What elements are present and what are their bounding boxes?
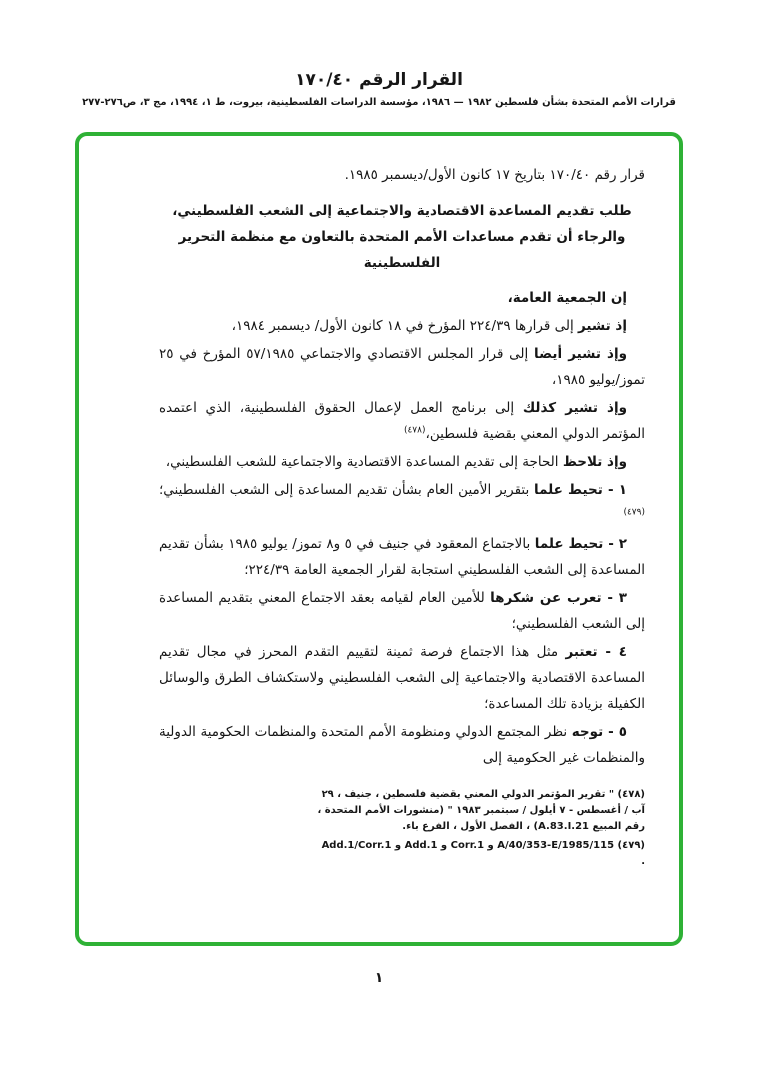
paragraph-lead: إذ تشير [578, 318, 627, 334]
paragraph-text: مثل هذا الاجتماع فرصة ثمينة لتقييم التقدم المحرز في مجال تقديم المساعدة الاقتصادية والاجتماعية إلى الشعب الفلسطيني ولاستكشاف الطرق والوسائل الكفيلة بزيادة تلك المساعدة؛ [159, 644, 645, 712]
resolution-box [75, 132, 683, 946]
paragraph-lead: وإذ تشير أيضا [534, 346, 627, 362]
source-citation-line: قرارات الأمم المتحدة بشأن فلسطين ١٩٨٢ — ١٩٨٦، مؤسسة الدراسات الفلسطينية، بيروت، ط ١، ١٩٩٤، مج ٣، ص٢٧٦-٢٧٧ [82, 97, 676, 108]
page-number: ١ [374, 970, 384, 986]
footnote-ref: (٤٧٨) [403, 425, 426, 436]
operative-paragraph [159, 477, 645, 529]
paragraph-text: للأمين العام لقيامه بعقد الاجتماع المعني بتقديم المساعدة إلى الشعب الفلسطيني؛ [159, 590, 645, 632]
paragraph-text: إلى برنامج العمل لإعمال الحقوق الفلسطينية، الذي اعتمده المؤتمر الدولي المعني بقضية فلسطين، [159, 400, 645, 442]
paragraph-lead: ٤ - تعتبر [565, 644, 627, 660]
paragraph-text: بالاجتماع المعقود في جنيف في ٥ و٨ تموز/ يوليو ١٩٨٥ بشأن تقديم المساعدة إلى الشعب الفلسطيني استجابة لقرار الجمعية العامة ٢٢٤/٣٩؛ [159, 536, 645, 578]
paragraph-lead: وإذ تلاحظ [562, 454, 627, 470]
document-header [0, 0, 758, 108]
paragraph-text: الحاجة إلى تقديم المساعدة الاقتصادية والاجتماعية للشعب الفلسطيني، [165, 454, 563, 470]
footnote [315, 838, 645, 870]
paragraph-lead: ١ - تحيط علما [534, 482, 627, 498]
operative-paragraph [159, 639, 645, 717]
footnote-text: " تقرير المؤتمر الدولي المعني بقضية فلسطين ، جنيف ، ٢٩ آب / أغسطس - ٧ أيلول / سبتمبر ١٩٨٣ " (منشورات الأمم المتحدة ، رقم المبيع A.83.I.21) ، الفصل الأول ، الفرع باء. [317, 789, 645, 832]
page-title: القرار الرقم ١٧٠/٤٠ [295, 70, 463, 90]
preamble-paragraph [159, 449, 645, 475]
paragraph-lead: ٥ - توجه [571, 724, 627, 740]
paragraph-lead: ٢ - تحيط علما [534, 536, 627, 552]
preamble-paragraph [159, 313, 645, 339]
operative-paragraph [159, 531, 645, 583]
paragraph-text: إلى قرارها ٢٢٤/٣٩ المؤرخ في ١٨ كانون الأول/ ديسمبر ١٩٨٤، [231, 318, 579, 334]
preamble-paragraph [159, 341, 645, 393]
preamble-paragraph [159, 285, 645, 311]
footnote [315, 787, 645, 835]
resolution-subject: طلب تقديم المساعدة الاقتصادية والاجتماعية إلى الشعب الفلسطيني، والرجاء أن تقدم مساعدات الأمم المتحدة بالتعاون مع منظمة التحرير الفلسطينية [172, 203, 632, 271]
footnote-marker: (٤٧٨) [617, 789, 645, 800]
resolution-date-line: قرار رقم ١٧٠/٤٠ بتاريخ ١٧ كانون الأول/ديسمبر ١٩٨٥. [344, 167, 645, 183]
paragraph-lead: وإذ تشير كذلك [522, 400, 627, 416]
operative-paragraph [159, 585, 645, 637]
paragraph-text: نظر المجتمع الدولي ومنظومة الأمم المتحدة والمنظمات الحكومية الدولية والمنظمات غير الحكومية إلى [159, 724, 645, 766]
footnote-ref: (٤٧٩) [623, 507, 645, 518]
paragraph-lead: ٣ - تعرب عن شكرها [490, 590, 627, 606]
footnote-marker: (٤٧٩) [617, 840, 645, 851]
footnotes-section [159, 787, 645, 870]
preamble-paragraph [159, 395, 645, 447]
footnote-text: A/40/353-E/1985/115 و Corr.1 و Add.1 و Add.1/Corr.1 . [321, 840, 645, 867]
paragraph-text: بتقرير الأمين العام بشأن تقديم المساعدة إلى الشعب الفلسطيني؛ [159, 482, 535, 498]
paragraph-lead: إن الجمعية العامة، [507, 290, 627, 306]
paragraph-text: إلى قرار المجلس الاقتصادي والاجتماعي ٥٧/١٩٨٥ المؤرخ في ٢٥ تموز/يوليو ١٩٨٥، [159, 346, 645, 388]
operative-paragraph [159, 719, 645, 771]
